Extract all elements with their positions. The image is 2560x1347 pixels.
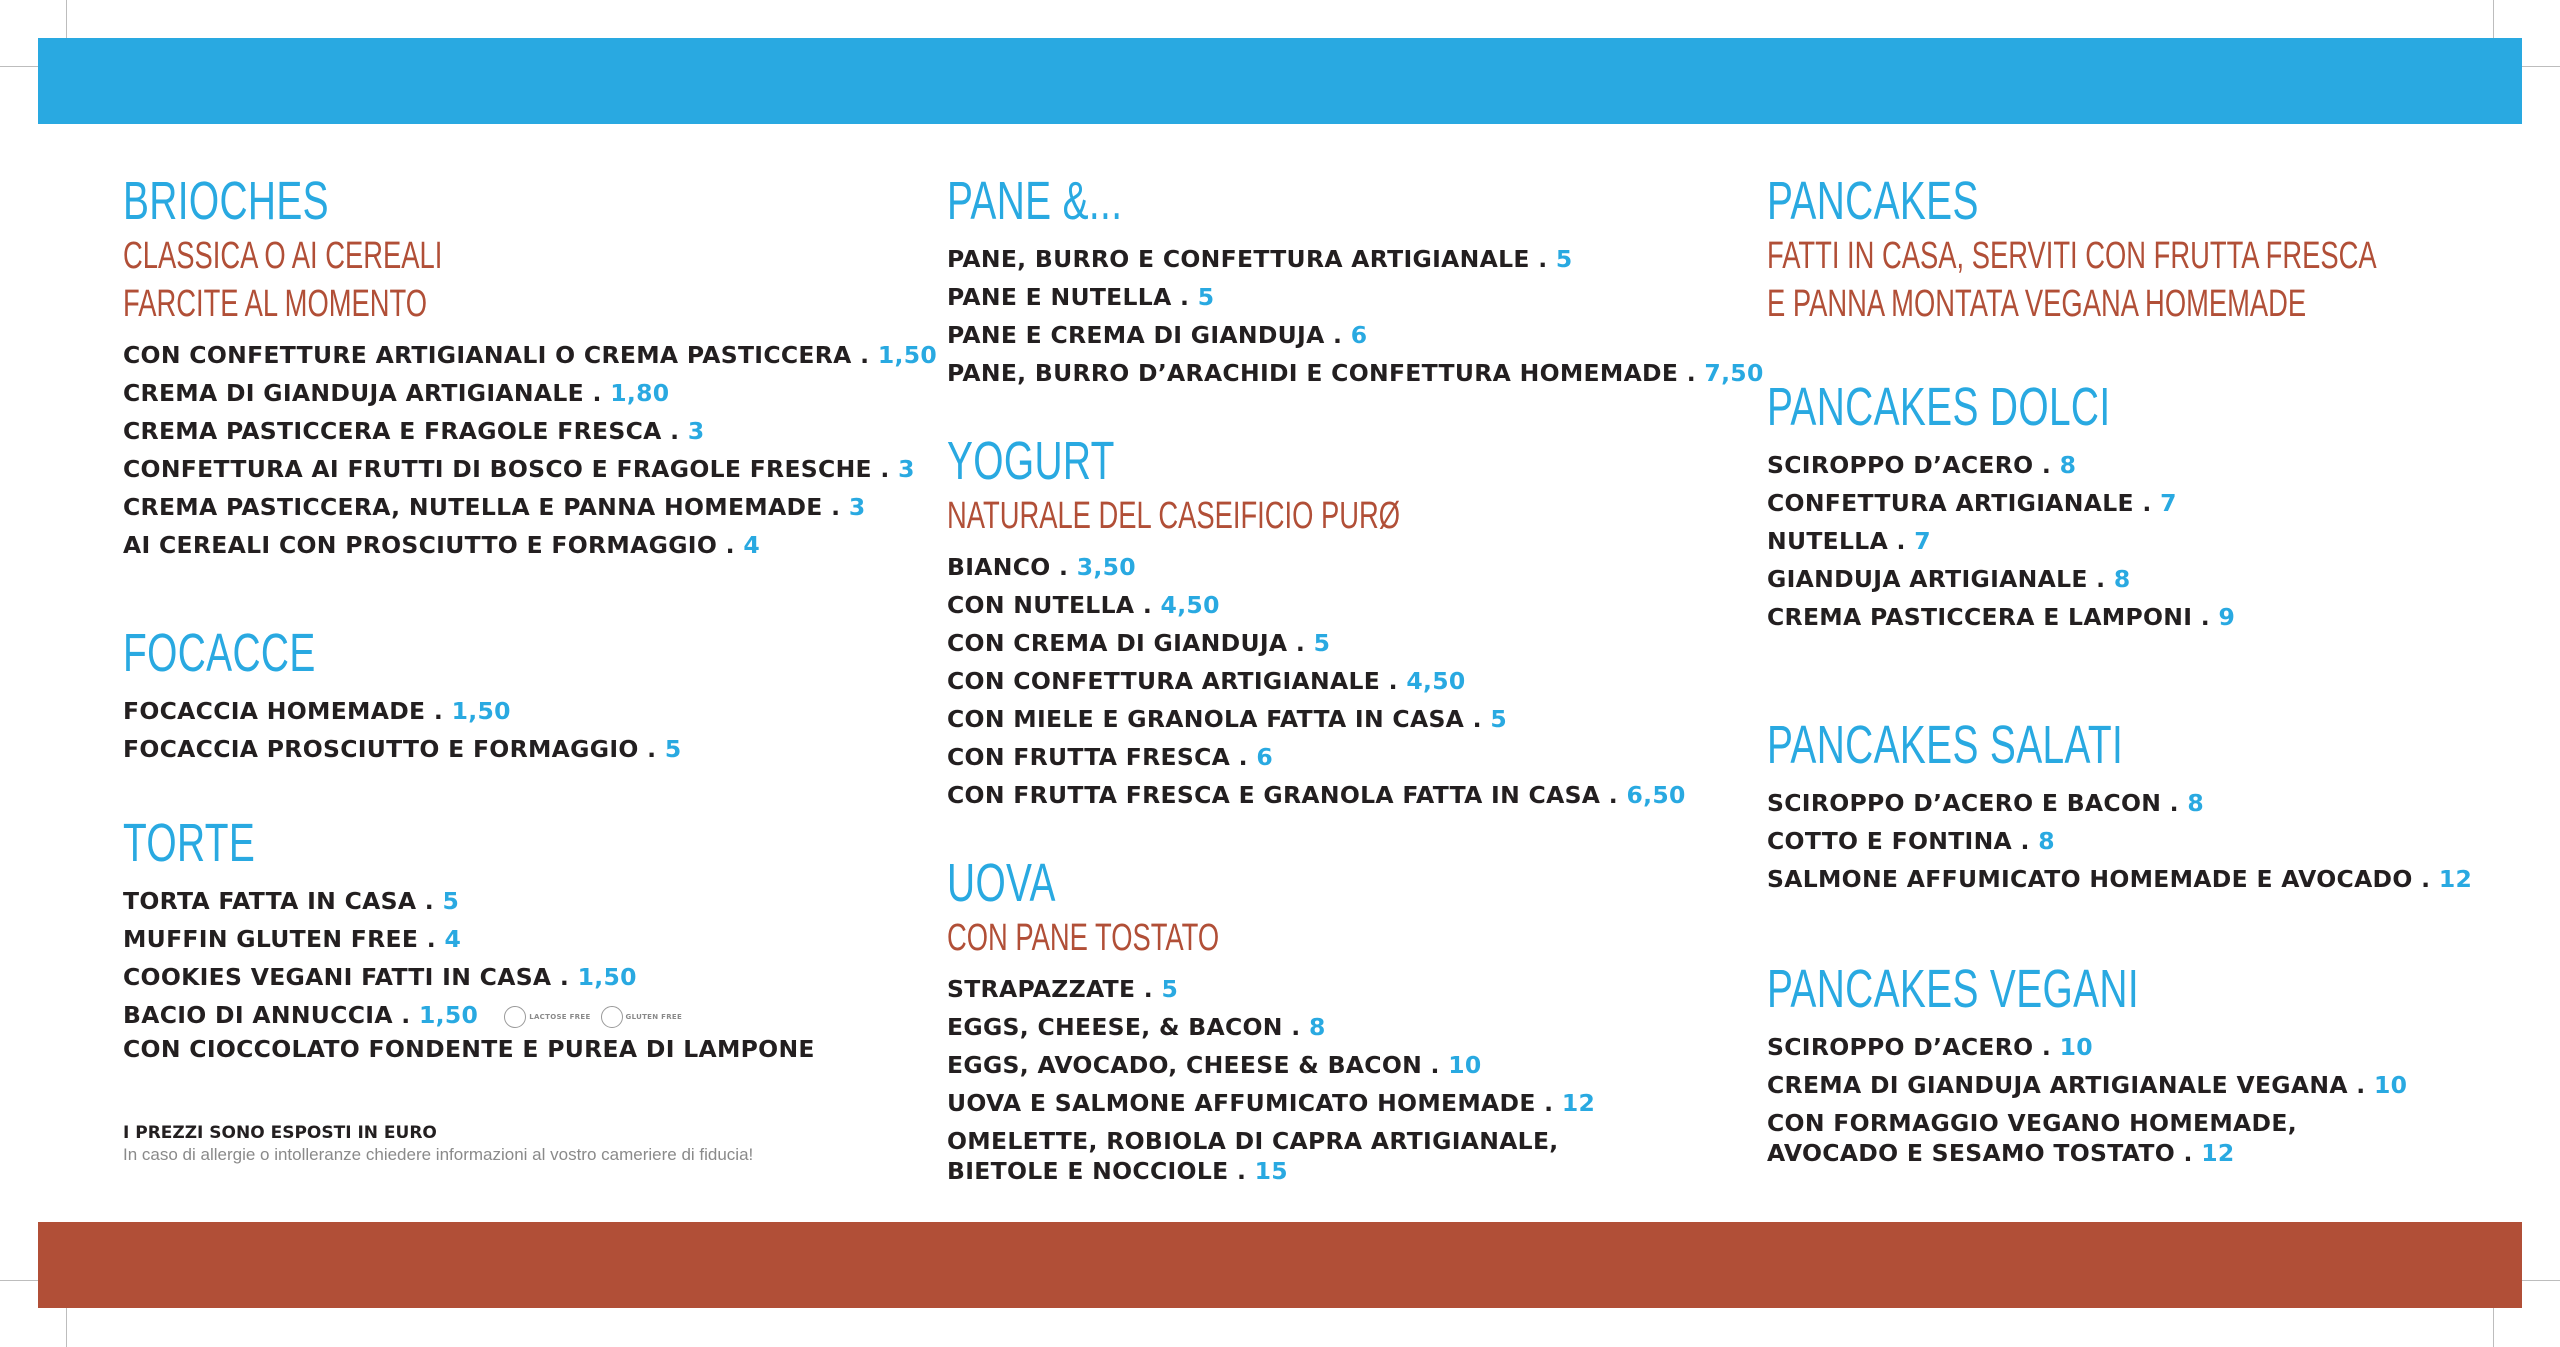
- menu-item: PANE E NUTELLA . 5: [947, 283, 1215, 311]
- item-price: 6: [1256, 743, 1273, 771]
- item-name: COTTO E FONTINA: [1767, 827, 2013, 855]
- section-uova: [947, 852, 1747, 1186]
- section-pane: [947, 170, 1764, 392]
- item-list: [1767, 1028, 2517, 1104]
- menu-item: CREMA PASTICCERA, NUTELLA E PANNA HOMEMADE . 3: [123, 493, 866, 521]
- section-subtitle: CLASSICA O AI CEREALI: [123, 235, 443, 277]
- section-title: YOGURT: [947, 431, 1115, 491]
- item-price: 5: [1490, 705, 1508, 733]
- menu-item: BIANCO . 3,50: [947, 553, 1136, 581]
- price-note: [123, 1122, 913, 1166]
- item-name: CON FRUTTA FRESCA: [947, 743, 1231, 771]
- item-name: OMELETTE, ROBIOLA DI CAPRA ARTIGIANALE,: [947, 1127, 1559, 1155]
- item-name: TORTA FATTA IN CASA: [123, 887, 417, 915]
- menu-item: FOCACCIA PROSCIUTTO E FORMAGGIO . 5: [123, 735, 682, 763]
- crop-mark: [2522, 66, 2560, 67]
- menu-item: CON FRUTTA FRESCA E GRANOLA FATTA IN CASA . 6,50: [947, 781, 1686, 809]
- menu-item: STRAPAZZATE . 5: [947, 975, 1179, 1003]
- item-price: 7,50: [1704, 359, 1764, 387]
- item-description: CON CIOCCOLATO FONDENTE E PUREA DI LAMPONE: [123, 1035, 815, 1063]
- menu-column-3: [1767, 170, 2517, 1168]
- item-name: FOCACCIA PROSCIUTTO E FORMAGGIO: [123, 735, 639, 763]
- section-pancakes-salati: [1767, 714, 2517, 898]
- section-pancakes-dolci: [1767, 376, 2517, 636]
- item-name: CON CREMA DI GIANDUJA: [947, 629, 1288, 657]
- item-list: [947, 548, 1747, 814]
- section-brioches: [123, 170, 938, 564]
- item-price: 1,50: [451, 697, 511, 725]
- menu-item: EGGS, AVOCADO, CHEESE & BACON . 10: [947, 1051, 1482, 1079]
- menu-item: PANE E CREMA DI GIANDUJA . 6: [947, 321, 1368, 349]
- item-name: CREMA PASTICCERA, NUTELLA E PANNA HOMEMADE: [123, 493, 823, 521]
- item-price: 4: [444, 925, 462, 953]
- section-focacce: [123, 622, 913, 768]
- item-name: BIETOLE E NOCCIOLE: [947, 1157, 1229, 1185]
- item-price: 12: [2201, 1139, 2235, 1167]
- section-subtitle: FATTI IN CASA, SERVITI CON FRUTTA FRESCA: [1767, 235, 2377, 277]
- section-title: PANCAKES DOLCI: [1767, 377, 2111, 437]
- item-name: AI CEREALI CON PROSCIUTTO E FORMAGGIO: [123, 531, 718, 559]
- menu-item: CON CREMA DI GIANDUJA . 5: [947, 629, 1331, 657]
- item-list: [123, 882, 913, 1034]
- menu-item: CONFETTURA ARTIGIANALE . 7: [1767, 489, 2177, 517]
- section-subtitle: FARCITE AL MOMENTO: [123, 283, 428, 325]
- menu-item: TORTA FATTA IN CASA . 5: [123, 887, 460, 915]
- item-price: 10: [2059, 1033, 2093, 1061]
- section-torte: [123, 812, 913, 1068]
- item-price: 12: [1561, 1089, 1596, 1117]
- item-name: SALMONE AFFUMICATO HOMEMADE E AVOCADO: [1767, 865, 2413, 893]
- item-name: CON FORMAGGIO VEGANO HOMEMADE,: [1767, 1109, 2297, 1137]
- item-price: 6,50: [1626, 781, 1686, 809]
- item-name: SCIROPPO D’ACERO: [1767, 451, 2034, 479]
- item-name: EGGS, CHEESE, & BACON: [947, 1013, 1283, 1041]
- item-price: 9: [2218, 603, 2236, 631]
- item-price: 4: [743, 531, 760, 559]
- item-name: MUFFIN GLUTEN FREE: [123, 925, 419, 953]
- item-name: STRAPAZZATE: [947, 975, 1136, 1003]
- item-name: CON CONFETTURA ARTIGIANALE: [947, 667, 1381, 695]
- item-price: 1,80: [610, 379, 670, 407]
- item-price: 5: [442, 887, 460, 915]
- menu-item: FOCACCIA HOMEMADE . 1,50: [123, 697, 511, 725]
- crop-mark: [2493, 1308, 2494, 1347]
- menu-item: SCIROPPO D’ACERO . 8: [1767, 451, 2077, 479]
- menu-item: CREMA PASTICCERA E LAMPONI . 9: [1767, 603, 2236, 631]
- item-list: [947, 970, 1747, 1122]
- crop-mark: [2493, 0, 2494, 38]
- item-price: 3: [848, 493, 866, 521]
- menu-item: CON FORMAGGIO VEGANO HOMEMADE, AVOCADO E SESAMO TOSTATO . 12: [1767, 1109, 2297, 1167]
- item-name: CONFETTURA ARTIGIANALE: [1767, 489, 2134, 517]
- item-price: 4,50: [1160, 591, 1220, 619]
- item-price: 3,50: [1076, 553, 1136, 581]
- item-price: 8: [1308, 1013, 1326, 1041]
- item-price: 8: [2038, 827, 2055, 855]
- menu-item: PANE, BURRO E CONFETTURA ARTIGIANALE . 5: [947, 245, 1573, 273]
- menu-column-1: [123, 170, 938, 1166]
- note-text: In caso di allergie o intolleranze chiedere informazioni al vostro cameriere di fiducia!: [123, 1145, 754, 1164]
- section-subtitle: CON PANE TOSTATO: [947, 917, 1220, 959]
- item-price: 12: [2438, 865, 2473, 893]
- item-name: CONFETTURA AI FRUTTI DI BOSCO E FRAGOLE FRESCHE: [123, 455, 872, 483]
- menu-item: NUTELLA . 7: [1767, 527, 1931, 555]
- item-name: PANE, BURRO E CONFETTURA ARTIGIANALE: [947, 245, 1530, 273]
- menu-item: OMELETTE, ROBIOLA DI CAPRA ARTIGIANALE, BIETOLE E NOCCIOLE . 15: [947, 1127, 1559, 1185]
- menu-item: EGGS, CHEESE, & BACON . 8: [947, 1013, 1326, 1041]
- item-list: [1767, 784, 2517, 898]
- item-name: CREMA PASTICCERA E LAMPONI: [1767, 603, 2193, 631]
- item-price: 8: [2113, 565, 2131, 593]
- menu-item: CON NUTELLA . 4,50: [947, 591, 1220, 619]
- item-name: SCIROPPO D’ACERO: [1767, 1033, 2034, 1061]
- item-price: 1,50: [419, 1001, 479, 1029]
- menu-item: SCIROPPO D’ACERO E BACON . 8: [1767, 789, 2205, 817]
- crop-mark: [66, 1308, 67, 1347]
- lactose-free-icon: [504, 1006, 526, 1028]
- crop-mark: [2522, 1280, 2560, 1281]
- top-color-band: [38, 38, 2522, 124]
- item-name: PANE E NUTELLA: [947, 283, 1172, 311]
- item-price: 5: [664, 735, 682, 763]
- item-price: 4,50: [1406, 667, 1466, 695]
- item-name: CREMA DI GIANDUJA ARTIGIANALE: [123, 379, 584, 407]
- menu-item: CON FRUTTA FRESCA . 6: [947, 743, 1273, 771]
- section-subtitle: NATURALE DEL CASEIFICIO PURØ: [947, 495, 1401, 537]
- item-name: EGGS, AVOCADO, CHEESE & BACON: [947, 1051, 1423, 1079]
- menu-item: MUFFIN GLUTEN FREE . 4: [123, 925, 462, 953]
- item-name: CON MIELE E GRANOLA FATTA IN CASA: [947, 705, 1465, 733]
- item-price: 5: [1313, 629, 1331, 657]
- section-title: TORTE: [123, 813, 256, 873]
- section-title: PANCAKES VEGANI: [1767, 959, 2139, 1019]
- item-name: UOVA E SALMONE AFFUMICATO HOMEMADE: [947, 1089, 1536, 1117]
- section-title: PANCAKES SALATI: [1767, 715, 2124, 775]
- menu-item: CONFETTURA AI FRUTTI DI BOSCO E FRAGOLE FRESCHE . 3: [123, 455, 915, 483]
- menu-item: COTTO E FONTINA . 8: [1767, 827, 2055, 855]
- item-price: 8: [2187, 789, 2205, 817]
- menu-item: CREMA DI GIANDUJA ARTIGIANALE VEGANA . 10: [1767, 1071, 2408, 1099]
- item-name: CREMA DI GIANDUJA ARTIGIANALE VEGANA: [1767, 1071, 2348, 1099]
- section-subtitle: E PANNA MONTATA VEGANA HOMEMADE: [1767, 283, 2307, 325]
- item-price: 5: [1161, 975, 1179, 1003]
- item-price: 7: [2160, 489, 2177, 517]
- item-list: [123, 692, 913, 768]
- item-price: 8: [2059, 451, 2077, 479]
- item-price: 15: [1254, 1157, 1288, 1185]
- menu-item: BACIO DI ANNUCCIA . 1,50 LACTOSE FREE GLUTEN FREE: [123, 1001, 683, 1029]
- gluten-free-icon: [601, 1006, 623, 1028]
- item-name: PANE, BURRO D’ARACHIDI E CONFETTURA HOMEMADE: [947, 359, 1679, 387]
- item-price: 6: [1350, 321, 1368, 349]
- item-name: SCIROPPO D’ACERO E BACON: [1767, 789, 2162, 817]
- menu-item: CON CONFETTURE ARTIGIANALI O CREMA PASTICCERA . 1,50: [123, 341, 938, 369]
- section-title: PANCAKES: [1767, 171, 1979, 231]
- item-name: BIANCO: [947, 553, 1051, 581]
- item-name: COOKIES VEGANI FATTI IN CASA: [123, 963, 552, 991]
- item-name: BACIO DI ANNUCCIA: [123, 1001, 393, 1029]
- item-list: [1767, 446, 2517, 636]
- menu-item: SALMONE AFFUMICATO HOMEMADE E AVOCADO . 12: [1767, 865, 2473, 893]
- item-price: 3: [687, 417, 705, 445]
- section-title: FOCACCE: [123, 623, 316, 683]
- bottom-color-band: [38, 1222, 2522, 1308]
- menu-item: SCIROPPO D’ACERO . 10: [1767, 1033, 2093, 1061]
- item-price: 5: [1197, 283, 1215, 311]
- menu-item: CON CONFETTURA ARTIGIANALE . 4,50: [947, 667, 1466, 695]
- item-price: 7: [1914, 527, 1931, 555]
- menu-item: AI CEREALI CON PROSCIUTTO E FORMAGGIO . 4: [123, 531, 760, 559]
- crop-mark: [0, 66, 38, 67]
- section-pancakes-vegani: [1767, 958, 2517, 1168]
- note-title: I PREZZI SONO ESPOSTI IN EURO: [123, 1123, 437, 1143]
- badge-label: GLUTEN FREE: [625, 1012, 683, 1021]
- item-name: FOCACCIA HOMEMADE: [123, 697, 426, 725]
- item-list: [947, 240, 1764, 392]
- section-yogurt: [947, 430, 1747, 814]
- menu-item: PANE, BURRO D’ARACHIDI E CONFETTURA HOMEMADE . 7,50: [947, 359, 1764, 387]
- badge-label: LACTOSE FREE: [529, 1012, 591, 1021]
- item-name: PANE E CREMA DI GIANDUJA: [947, 321, 1325, 349]
- menu-item: GIANDUJA ARTIGIANALE . 8: [1767, 565, 2131, 593]
- item-price: 3: [898, 455, 915, 483]
- item-name: AVOCADO E SESAMO TOSTATO: [1767, 1139, 2176, 1167]
- item-price: 10: [1448, 1051, 1482, 1079]
- crop-mark: [66, 0, 67, 38]
- item-price: 10: [2374, 1071, 2408, 1099]
- menu-column-2: [947, 170, 1764, 1186]
- section-title: BRIOCHES: [123, 171, 329, 231]
- item-price: 1,50: [877, 341, 938, 369]
- menu-item: UOVA E SALMONE AFFUMICATO HOMEMADE . 12: [947, 1089, 1596, 1117]
- item-name: GIANDUJA ARTIGIANALE: [1767, 565, 2088, 593]
- item-price: 1,50: [577, 963, 637, 991]
- item-name: CON CONFETTURE ARTIGIANALI O CREMA PASTICCERA: [123, 341, 852, 369]
- item-list: [123, 336, 938, 564]
- menu-item: COOKIES VEGANI FATTI IN CASA . 1,50: [123, 963, 637, 991]
- item-price: 5: [1555, 245, 1573, 273]
- menu-item: CREMA DI GIANDUJA ARTIGIANALE . 1,80: [123, 379, 670, 407]
- menu-item: CREMA PASTICCERA E FRAGOLE FRESCA . 3: [123, 417, 705, 445]
- section-pancakes: [1767, 170, 2517, 328]
- item-name: CON FRUTTA FRESCA E GRANOLA FATTA IN CASA: [947, 781, 1601, 809]
- menu-item: CON MIELE E GRANOLA FATTA IN CASA . 5: [947, 705, 1508, 733]
- section-title: PANE &...: [947, 171, 1123, 231]
- crop-mark: [0, 1280, 38, 1281]
- item-name: NUTELLA: [1767, 527, 1889, 555]
- section-title: UOVA: [947, 853, 1056, 913]
- item-name: CON NUTELLA: [947, 591, 1135, 619]
- item-name: CREMA PASTICCERA E FRAGOLE FRESCA: [123, 417, 662, 445]
